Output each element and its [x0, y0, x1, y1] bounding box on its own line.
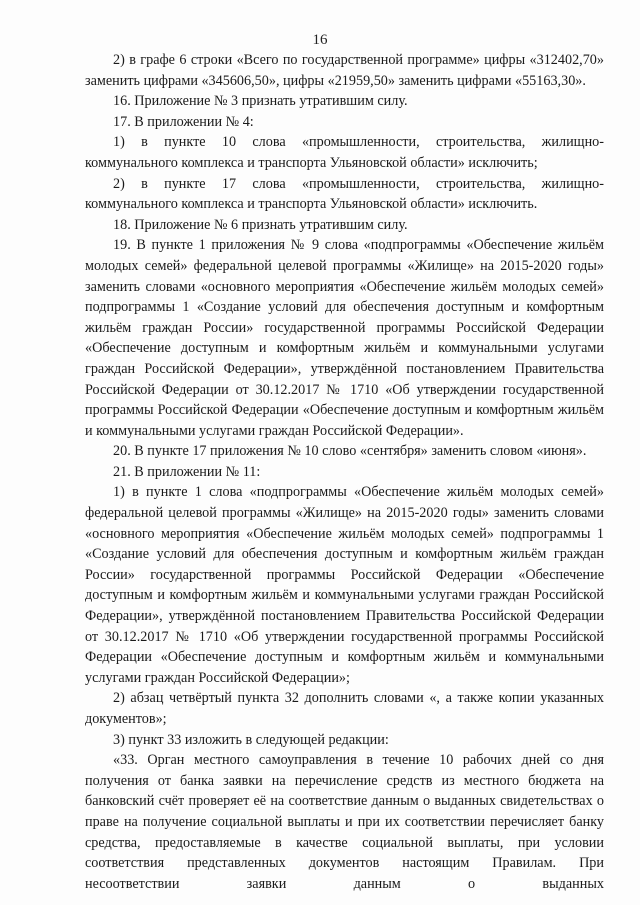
paragraph-21-item-2: 2) абзац четвёртый пункта 32 дополнить словами «, а также копии указанных документов»; [85, 690, 604, 727]
document-body [85, 50, 604, 894]
paragraph-16: 16. Приложение № 3 признать утратившим силу. [113, 93, 408, 110]
paragraph-21-item-3: 3) пункт 33 изложить в следующей редакции: [113, 731, 389, 748]
paragraph-33-text: «33. Орган местного самоуправления в течение 10 рабочих дней со дня получения от банка заявки на перечисление средств из местного бюджета на банковский счёт проверяет её на соответствие данным о выданных свидетельствах о праве на получение социальной выплаты и при их соответствии перечисляет банку средства, предоставляемые в качестве социальной выплаты, при условии соответствия представленных документов настоящим Правилам. При несоответствии заявки данным о выданных [85, 752, 604, 892]
paragraph-amend-column-6: 2) в графе 6 строки «Всего по государственной программе» цифры «312402,70» заменить цифрами «345606,50», цифры «21959,50» заменить цифрами «55163,30». [85, 52, 604, 89]
page-number: 16 [312, 32, 328, 48]
paragraph-18: 18. Приложение № 6 признать утратившим силу. [113, 216, 408, 233]
paragraph-17-item-2: 2) в пункте 17 слова «промышленности, строительства, жилищно-коммунального комплекса и транспорта Ульяновской области» исключить. [85, 175, 604, 213]
paragraph-21-item-1: 1) в пункте 1 слова «подпрограммы «Обеспечение жильём молодых семей» федеральной целевой программы «Жилище» на 2015-2020 годы» заменить словами «основного мероприятия «Обеспечение жильём молодых семей» подпрограммы 1 «Создание условий для обеспечения доступным и комфортным жильём граждан России» государственной программы Российской Федерации «Обеспечение доступным и комфортным жильём и коммунальными услугами граждан Российской Федерации», утверждённой постановлением Правительства Российской Федерации от 30.12.2017 № 1710 «Об утверждении государственной программы Российской Федерации «Обеспечение доступным и комфортным жильём и коммунальными услугами граждан Российской Федерации»; [85, 484, 604, 686]
paragraph-17: 17. В приложении № 4: [113, 113, 254, 130]
paragraph-17-item-1: 1) в пункте 10 слова «промышленности, строительства, жилищно-коммунального комплекса и транспорта Ульяновской области» исключить; [85, 134, 604, 171]
paragraph-20: 20. В пункте 17 приложения № 10 слово «сентября» заменить словом «июня». [113, 443, 587, 460]
paragraph-21: 21. В приложении № 11: [113, 463, 261, 480]
paragraph-19: 19. В пункте 1 приложения № 9 слова «подпрограммы «Обеспечение жильём молодых семей» федеральной целевой программы «Жилище» на 2015-2020 годы» заменить словами «основного мероприятия «Обеспечение жильём молодых семей» подпрограммы 1 «Создание условий для обеспечения доступным и комфортным жильём граждан России» государственной программы Российской Федерации «Обеспечение доступным и комфортным жильём и коммунальными услугами граждан Российской Федерации», утверждённой постановлением Правительства Российской Федерации от 30.12.2017 № 1710 «Об утверждении государственной программы Российской Федерации «Обеспечение доступным и комфортным жильём и коммунальными услугами граждан Российской Федерации». [85, 237, 604, 439]
